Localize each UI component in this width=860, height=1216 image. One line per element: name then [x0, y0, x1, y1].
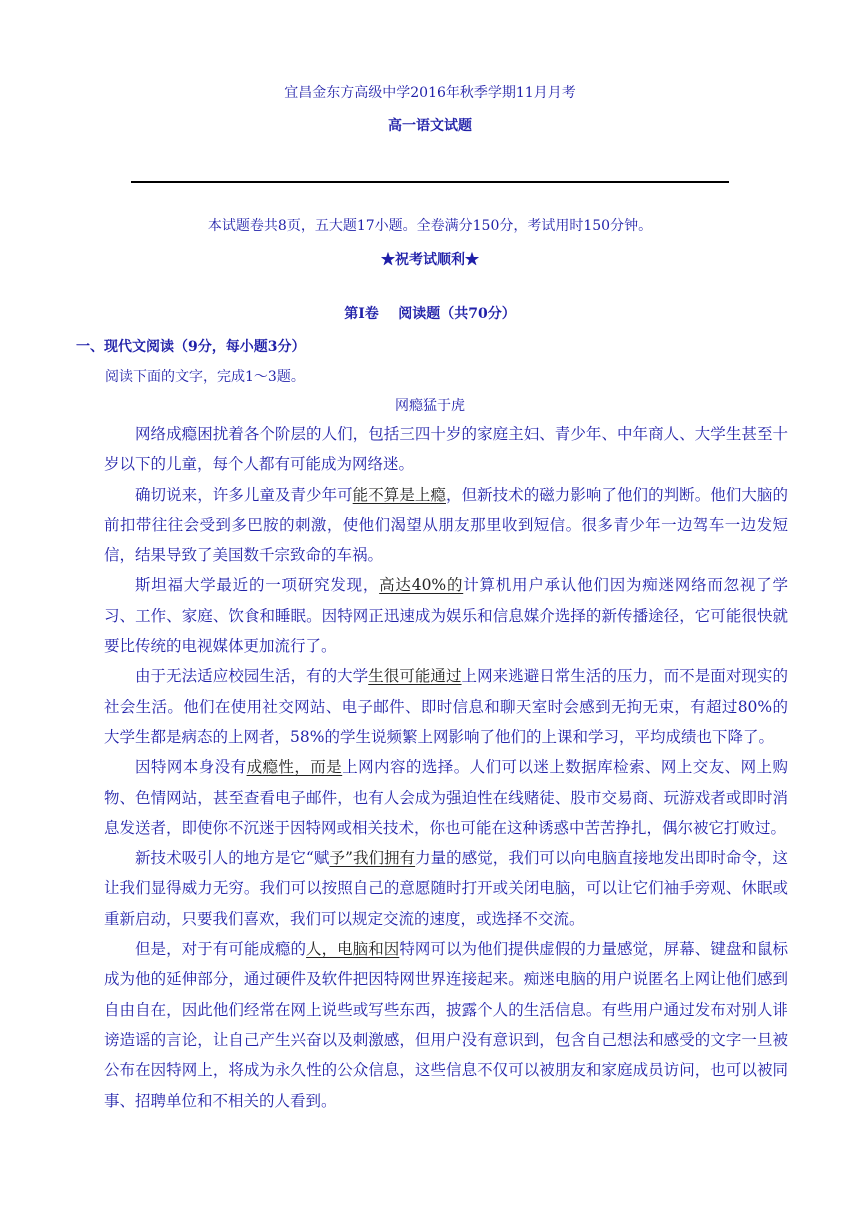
underlined-phrase: 高达40%的 [379, 576, 464, 595]
good-luck-line: ★祝考试顺利★ [381, 252, 479, 268]
paragraph-4-text-b: 上网来逃避日常生活的压力，而不是面对现实的社会生活。他们在使用社交网站、电子邮件、即时信息和聊天室时会感到无拘无束，有超过80%的大学生都是病态的上网者，58%的学生说频繁上网影响了他们的上课和学习，平均成绩也下降了。 [104, 667, 788, 746]
underlined-phrase: 人，电脑和因 [306, 940, 400, 959]
article-title: 网瘾猛于虎 [395, 398, 465, 414]
paragraph-6-text-a: 新技术吸引人的地方是它“赋 [135, 849, 330, 868]
paragraph-2-text-b: ，但新技术的磁力影响了他们的判断。他们大脑的前扣带往往会受到多巴胺的刺激，使他们渴望从朋友那里收到短信。很多青少年一边驾车一边发短信，结果导致了美国数千宗致命的车祸。 [104, 485, 788, 565]
paragraph-7-text-a: 但是，对于有可能成瘾的 [135, 940, 307, 959]
paragraph-3-text-a: 斯坦福大学最近的一项研究发现， [135, 576, 380, 595]
paragraph-3 [104, 570, 788, 661]
subject-title: 高一语文试题 [388, 118, 472, 134]
paragraph-7-text-b: 特网可以为他们提供虚假的力量感觉，屏幕、键盘和鼠标成为他的延伸部分，通过硬件及软件把因特网世界连接起来。痴迷电脑的用户说匿名上网让他们感到自由自在，因此他们经常在网上说些或写些东西，披露个人的生活信息。有些用户通过发布对别人诽谤造谣的言论，让自己产生兴奋以及刺激感，但用户没有意识到，包含自己想法和感受的文字一旦被公布在因特网上，将成为永久性的公众信息，这些信息不仅可以被朋友和家庭成员访问，也可以被同事、招聘单位和不相关的人看到。 [104, 940, 788, 1110]
paragraph-5 [104, 752, 788, 843]
header-divider [131, 181, 729, 183]
underlined-phrase: 生很可能通过 [368, 667, 462, 686]
paragraph-3-text-b: 计算机用户承认他们因为痴迷网络而忽视了学习、工作、家庭、饮食和睡眠。因特网正迅速成为娱乐和信息媒介选择的新传播途径，它可能很快就要比传统的电视媒体更加流行了。 [104, 576, 788, 656]
school-title: 宜昌金东方高级中学2016年秋季学期11月月考 [284, 85, 576, 101]
paragraph-6 [104, 843, 788, 934]
underlined-phrase: 予”我们拥有 [329, 849, 416, 868]
paragraph-2-text-a: 确切说来，许多儿童及青少年可 [135, 485, 353, 504]
paragraph-5-text-b: 上网内容的选择。人们可以迷上数据库检索、网上交友、网上购物、色情网站，甚至查看电子邮件，也有人会成为强迫性在线赌徒、股市交易商、玩游戏者或即时消息发送者，即使你不沉迷于因特网或相关技术，你也可能在这种诱惑中苦苦挣扎，偶尔被它打败过。 [104, 758, 788, 837]
paragraph-4 [104, 661, 788, 752]
paragraph-2 [104, 480, 788, 571]
paragraph-6-text-b: 力量的感觉，我们可以向电脑直接地发出即时命令，这让我们显得威力无穷。我们可以按照自己的意愿随时打开或关闭电脑，可以让它们袖手旁观、休眠或重新启动，只要我们喜欢，我们可以规定交流的速度，或选择不交流。 [104, 849, 788, 928]
reading-instruction: 阅读下面的文字，完成1～3题。 [105, 369, 305, 385]
article-body [104, 419, 788, 1116]
paragraph-4-text-a: 由于无法适应校园生活，有的大学 [135, 667, 369, 686]
paragraph-5-text-a: 因特网本身没有 [135, 758, 247, 777]
exam-note: 本试题卷共8页，五大题17小题。全卷满分150分，考试用时150分钟。 [207, 218, 653, 234]
paragraph-1: 网络成瘾困扰着各个阶层的人们，包括三四十岁的家庭主妇、青少年、中年商人、大学生甚至十岁以下的儿童，每个人都有可能成为网络迷。 [104, 425, 788, 474]
section-heading: 一、现代文阅读（9分，每小题3分） [76, 339, 306, 355]
paragraph-7 [104, 934, 788, 1116]
underlined-phrase: 成瘾性，而是 [246, 758, 343, 777]
part-title: 第Ⅰ卷 阅读题（共70分） [344, 306, 516, 322]
underlined-phrase: 能不算是上瘾 [352, 485, 446, 504]
